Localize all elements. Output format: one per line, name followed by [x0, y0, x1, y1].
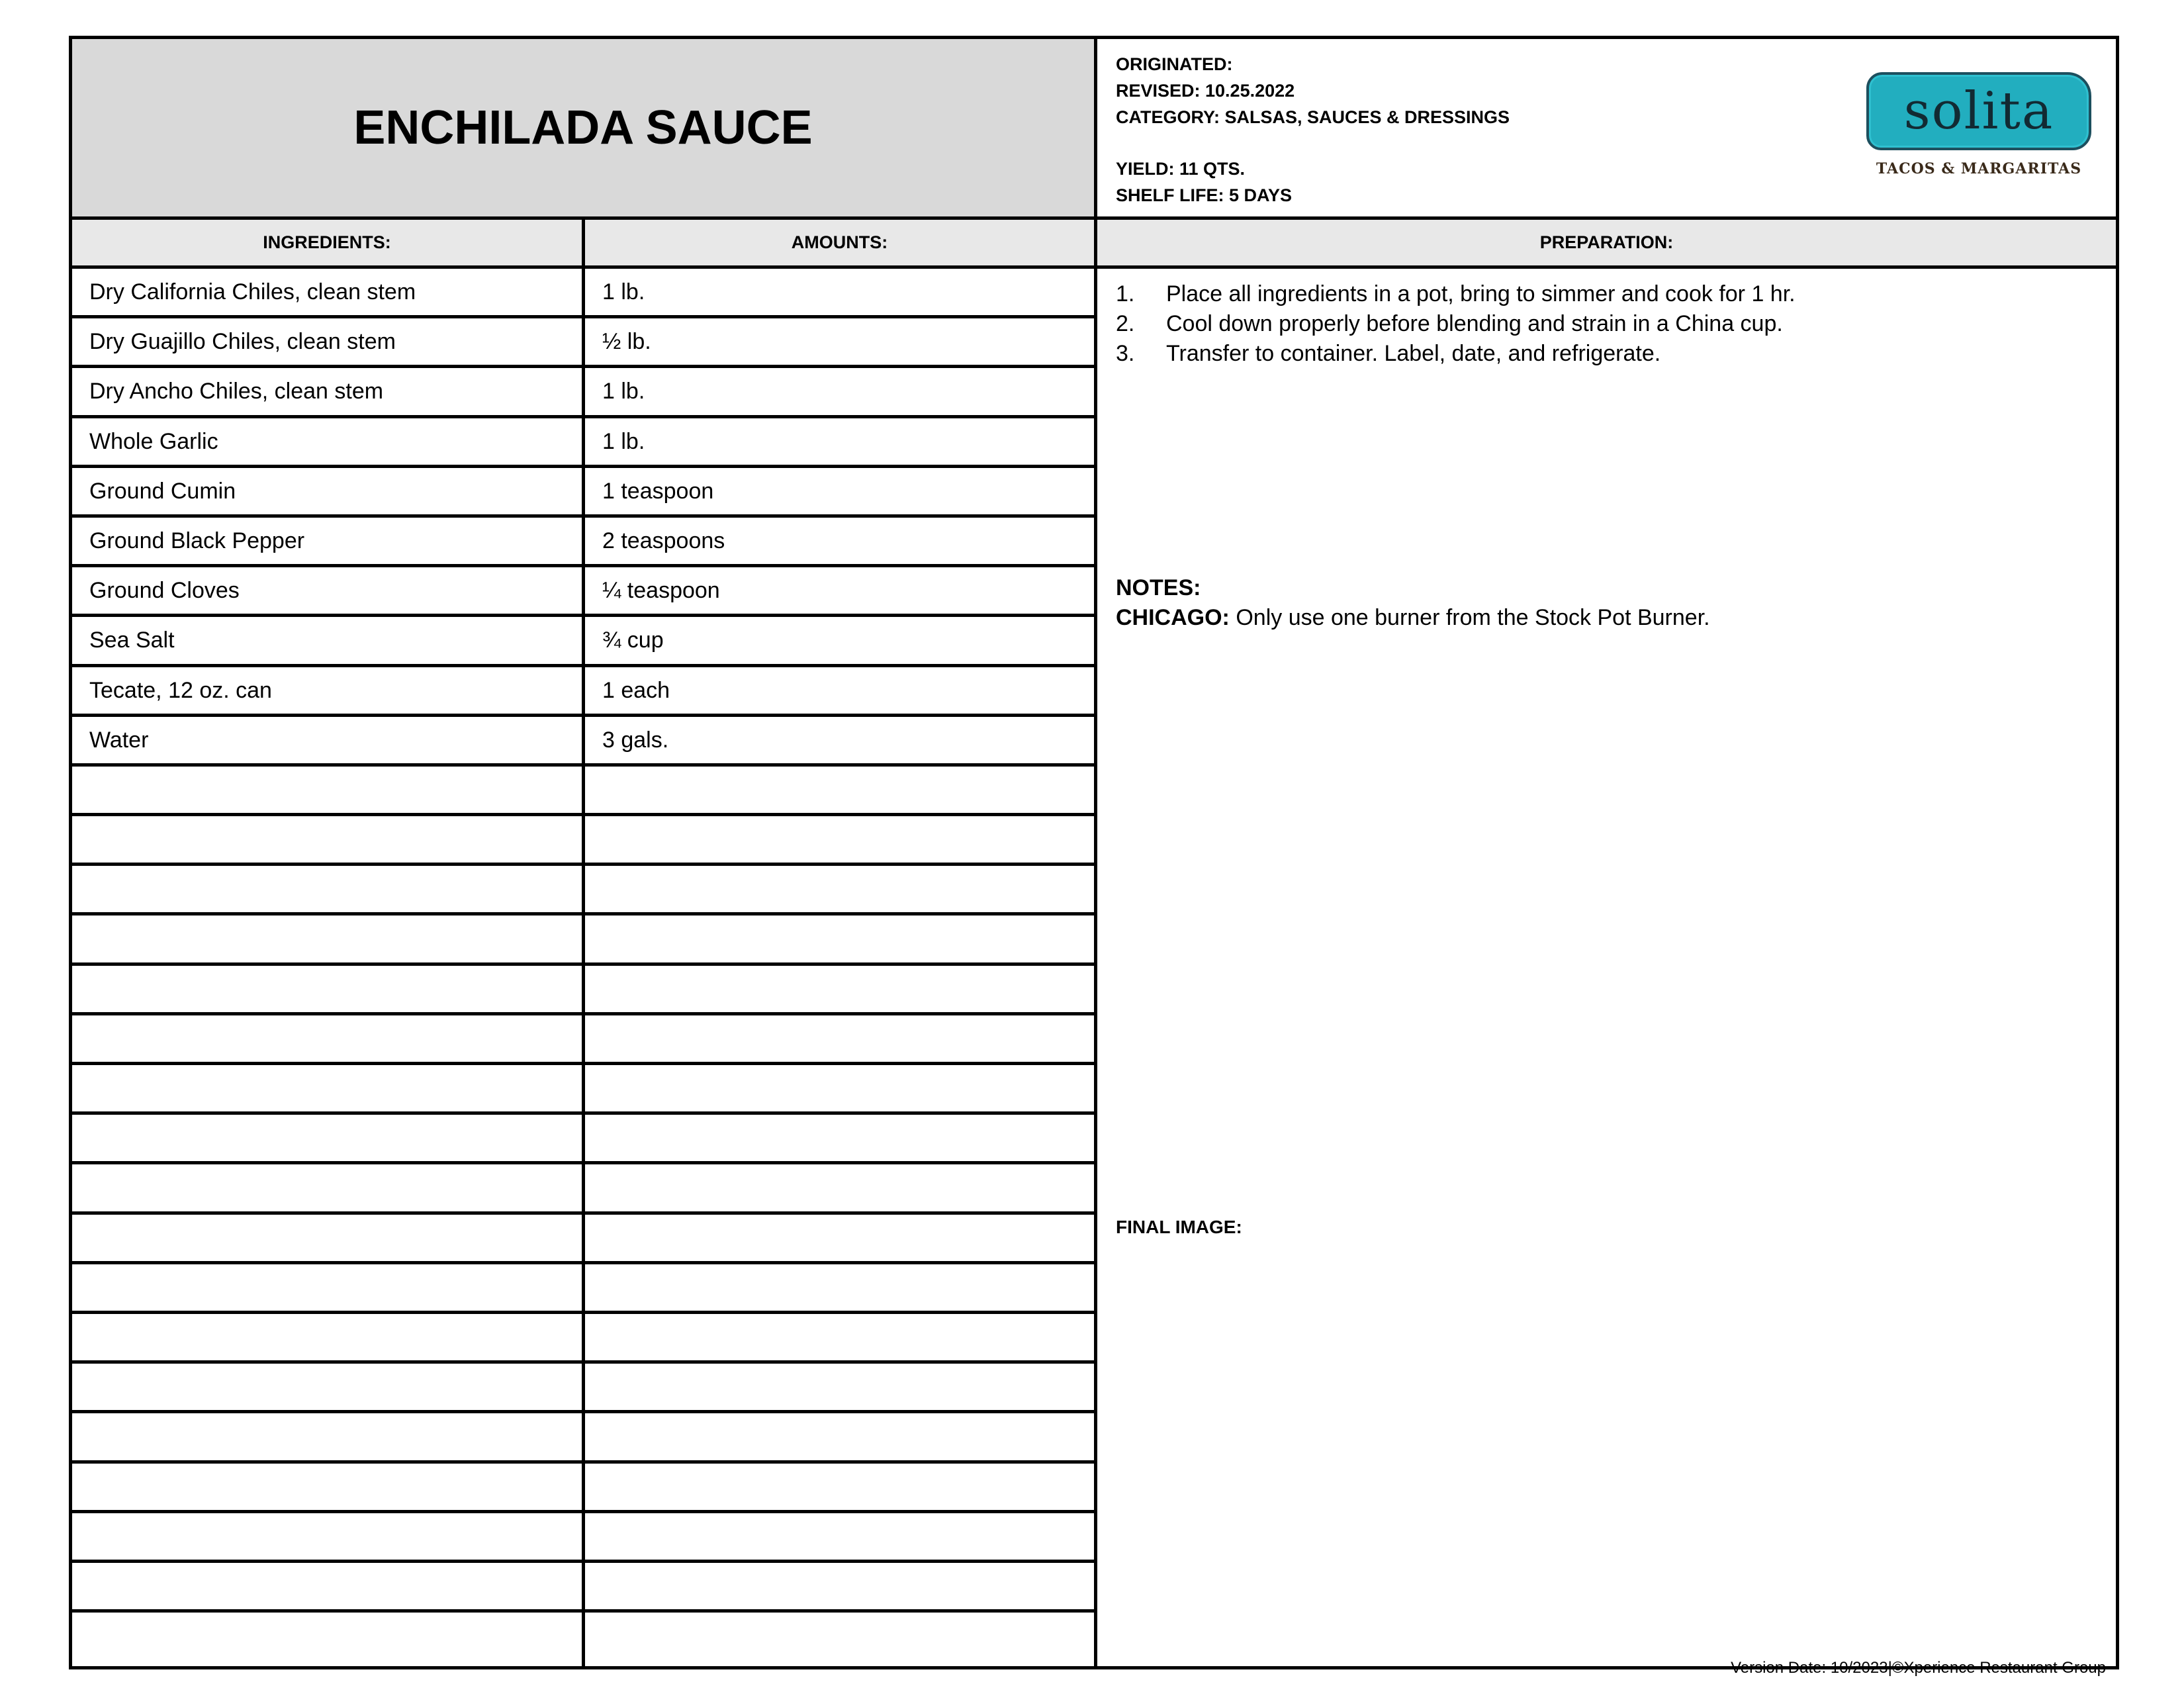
ingredient-cell: Tecate, 12 oz. can: [72, 667, 582, 717]
amount-cell: [585, 1613, 1094, 1662]
amount-cell: 1 lb.: [585, 269, 1094, 318]
preparation-step: [1116, 339, 1796, 369]
amount-cell: [585, 1413, 1094, 1463]
preparation-area: [1097, 269, 2116, 1666]
ingredient-cell: [72, 866, 582, 915]
ingredient-cell: [72, 1413, 582, 1463]
step-number: 2.: [1116, 311, 1135, 336]
shelf-life-line: SHELF LIFE: 5 DAYS: [1116, 185, 1293, 205]
preparation-header: PREPARATION:: [1097, 220, 2116, 269]
ingredient-cell: [72, 1364, 582, 1413]
logo-badge: [1866, 72, 2091, 150]
amount-cell: [585, 966, 1094, 1015]
amount-cell: ½ lb.: [585, 318, 1094, 368]
ingredient-cell: [72, 767, 582, 816]
amount-cell: [585, 1513, 1094, 1563]
ingredient-cell: [72, 1065, 582, 1115]
notes-line: [1116, 603, 1710, 633]
meta-lines: [1116, 51, 1510, 209]
preparation-steps: [1116, 279, 1796, 369]
amount-cell: [585, 1314, 1094, 1364]
logo-tagline: TACOS & MARGARITAS: [1876, 160, 2082, 177]
ingredient-cell: Ground Cloves: [72, 567, 582, 617]
step-text: Transfer to container. Label, date, and refrigerate.: [1166, 341, 1661, 366]
ingredient-cell: [72, 1613, 582, 1662]
amounts-header: AMOUNTS:: [585, 220, 1097, 269]
amount-cell: 3 gals.: [585, 717, 1094, 767]
step-text: Cool down properly before blending and strain in a China cup.: [1166, 311, 1783, 336]
meta-cell: [1097, 39, 2116, 220]
amounts-column: [585, 269, 1097, 1666]
ingredient-cell: [72, 1115, 582, 1164]
logo-word: solita: [1903, 81, 2054, 141]
ingredient-cell: Dry Ancho Chiles, clean stem: [72, 368, 582, 418]
ingredient-cell: [72, 1015, 582, 1065]
category-line: CATEGORY: SALSAS, SAUCES & DRESSINGS: [1116, 107, 1510, 127]
ingredient-cell: [72, 1215, 582, 1264]
ingredient-cell: Sea Salt: [72, 617, 582, 667]
amount-cell: [585, 1115, 1094, 1164]
notes-block: [1116, 573, 1710, 633]
step-number: 1.: [1116, 281, 1135, 306]
ingredient-cell: Dry Guajillo Chiles, clean stem: [72, 318, 582, 368]
ingredient-cell: [72, 1513, 582, 1563]
amount-cell: [585, 1364, 1094, 1413]
step-number: 3.: [1116, 341, 1135, 366]
final-image-label: FINAL IMAGE:: [1116, 1217, 1242, 1237]
version-footer: Version Date: 10/2023|©Xperience Restaurant Group: [1731, 1659, 2106, 1677]
ingredient-cell: Dry California Chiles, clean stem: [72, 269, 582, 318]
notes-heading: NOTES:: [1116, 575, 1201, 600]
notes-text: Only use one burner from the Stock Pot Burner.: [1229, 605, 1710, 630]
amount-cell: [585, 1563, 1094, 1613]
amount-cell: 1 each: [585, 667, 1094, 717]
amount-cell: ¾ cup: [585, 617, 1094, 667]
ingredient-cell: [72, 915, 582, 965]
amount-cell: [585, 1015, 1094, 1065]
recipe-sheet: [69, 36, 2119, 1669]
ingredients-header: INGREDIENTS:: [72, 220, 585, 269]
amount-cell: 1 lb.: [585, 368, 1094, 418]
title-cell: [72, 39, 1097, 220]
ingredient-cell: Ground Cumin: [72, 468, 582, 518]
ingredient-cell: [72, 1314, 582, 1364]
preparation-step: [1116, 279, 1796, 309]
amount-cell: [585, 1164, 1094, 1214]
ingredient-cell: Whole Garlic: [72, 418, 582, 468]
ingredient-cell: Ground Black Pepper: [72, 518, 582, 567]
solita-logo: [1858, 72, 2090, 205]
notes-location: CHICAGO:: [1116, 605, 1230, 630]
preparation-step: [1116, 309, 1796, 339]
ingredient-cell: [72, 816, 582, 866]
ingredient-cell: [72, 1264, 582, 1314]
amount-cell: [585, 915, 1094, 965]
recipe-title: ENCHILADA SAUCE: [353, 101, 813, 154]
amount-cell: [585, 1215, 1094, 1264]
ingredients-column: [72, 269, 585, 1666]
ingredient-cell: [72, 966, 582, 1015]
originated-line: ORIGINATED:: [1116, 54, 1233, 74]
revised-line: REVISED: 10.25.2022: [1116, 81, 1295, 101]
amount-cell: 1 teaspoon: [585, 468, 1094, 518]
ingredient-cell: [72, 1164, 582, 1214]
amount-cell: [585, 816, 1094, 866]
ingredient-cell: [72, 1464, 582, 1513]
amount-cell: ¼ teaspoon: [585, 567, 1094, 617]
amount-cell: [585, 1264, 1094, 1314]
yield-line: YIELD: 11 QTS.: [1116, 159, 1246, 179]
amount-cell: 1 lb.: [585, 418, 1094, 468]
amount-cell: [585, 1464, 1094, 1513]
step-text: Place all ingredients in a pot, bring to simmer and cook for 1 hr.: [1166, 281, 1796, 306]
ingredient-cell: Water: [72, 717, 582, 767]
amount-cell: 2 teaspoons: [585, 518, 1094, 567]
ingredient-cell: [72, 1563, 582, 1613]
meta-spacer: [1116, 130, 1510, 156]
amount-cell: [585, 1065, 1094, 1115]
amount-cell: [585, 767, 1094, 816]
amount-cell: [585, 866, 1094, 915]
